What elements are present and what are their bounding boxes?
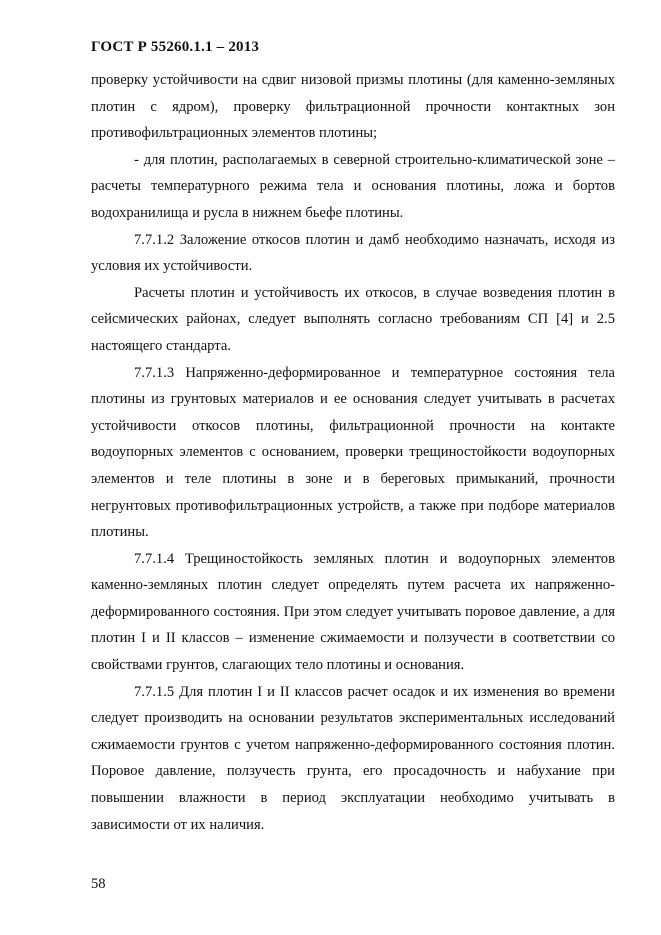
document-body bbox=[91, 67, 615, 838]
paragraph-7-7-1-3: 7.7.1.3 Напряженно-деформированное и температурное состояния тела плотины из грунтовых материалов и ее основания следует учитывать в расчетах устойчивости откосов плотины, фильтрационной прочности на контакте водоупорных элементов с основанием, проверки трещиностойкости водоупорных элементов и теле плотины в зоне и в береговых примыканий, прочности негрунтовых противофильтрационных устройств, а также при подборе материалов плотины. bbox=[91, 364, 615, 541]
paragraph-list-item: - для плотин, располагаемых в северной строительно-климатической зоне – расчеты температурного режима тела и основания плотины, ложа и бортов водохранилища и русла в нижнем бьефе плотины. bbox=[91, 151, 615, 221]
paragraph-7-7-1-4: 7.7.1.4 Трещиностойкость земляных плотин и водоупорных элементов каменно-земляных плотин следует определять путем расчета их напряженно-деформированного состояния. При этом следует учитывать поровое давление, а для плотин I и II классов – изменение сжимаемости и ползучести в соответствии со свойствами грунтов, слагающих тело плотины и основания. bbox=[91, 550, 615, 674]
paragraph-7-7-1-2: 7.7.1.2 Заложение откосов плотин и дамб необходимо назначать, исходя из условия их устойчивости. bbox=[91, 231, 615, 275]
page-number: 58 bbox=[91, 876, 106, 892]
paragraph-7-7-1-5: 7.7.1.5 Для плотин I и II классов расчет осадок и их изменения во времени следует производить на основании результатов экспериментальных исследований сжимаемости грунтов с учетом напряженно-деформированного состояния плотин. Поровое давление, ползучесть грунта, его просадочность и набухание при повышении влажности в период эксплуатации необходимо учитывать в зависимости от их наличия. bbox=[91, 683, 615, 833]
paragraph-continuation: проверку устойчивости на сдвиг низовой призмы плотины (для каменно-земляных плотин с ядром), проверку фильтрационной прочности контактных зон противофильтрационных элементов плотины; bbox=[91, 72, 615, 142]
paragraph-seismic: Расчеты плотин и устойчивость их откосов, в случае возведения плотин в сейсмических районах, следует выполнять согласно требованиям СП [4] и 2.5 настоящего стандарта. bbox=[91, 284, 615, 354]
document-header: ГОСТ Р 55260.1.1 – 2013 bbox=[91, 39, 260, 55]
